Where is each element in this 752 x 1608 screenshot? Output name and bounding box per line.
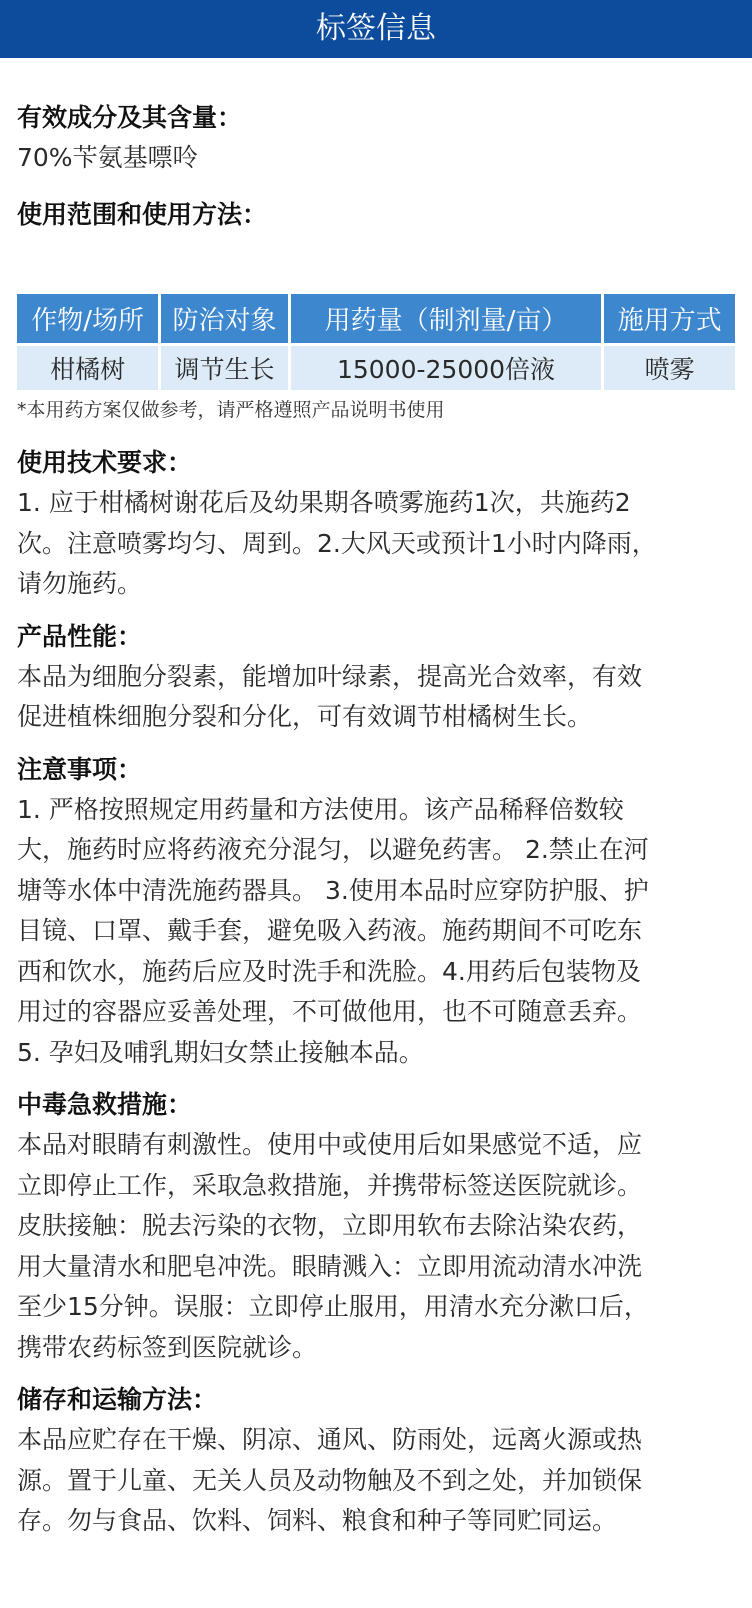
first-aid-line: 携带农药标签到医院就诊。 — [17, 1332, 318, 1362]
cell-method: 喷雾 — [604, 346, 735, 390]
first-aid-line: 至少15分钟。误服：立即停止服用，用清水充分漱口后， — [17, 1292, 649, 1321]
column-header-crop: 作物/场所 — [17, 294, 158, 346]
performance-line: 本品为细胞分裂素，能增加叶绿素，提高光合效率，有效 — [17, 661, 643, 691]
performance-section — [17, 617, 737, 738]
cell-target: 调节生长 — [161, 346, 287, 390]
first-aid-line: 皮肤接触：脱去污染的衣物，立即用软布去除沾染农药， — [17, 1211, 643, 1240]
table-row — [17, 346, 735, 390]
performance-line: 促进植株细胞分裂和分化，可有效调节柑橘树生长。 — [17, 702, 593, 731]
precautions-line: 用过的容器应妥善处理，不可做他用，也不可随意丢弃。 — [17, 997, 643, 1026]
technical-heading: 使用技术要求： — [17, 448, 193, 477]
storage-section — [17, 1380, 737, 1542]
ingredients-heading: 有效成分及其含量： — [17, 103, 243, 132]
technical-section — [17, 443, 737, 605]
first-aid-section — [17, 1085, 737, 1368]
technical-line: 请勿施药。 — [17, 569, 143, 598]
details-section — [17, 443, 737, 1554]
storage-line: 本品应贮存在干燥、阴凉、通风、防雨处，远离火源或热 — [17, 1425, 643, 1454]
usage-heading: 使用范围和使用方法： — [17, 199, 268, 229]
first-aid-line: 用大量清水和肥皂冲洗。眼睛溅入：立即用流动清水冲洗 — [17, 1251, 643, 1281]
first-aid-line: 本品对眼睛有刺激性。使用中或使用后如果感觉不适，应 — [17, 1130, 643, 1159]
precautions-line: 西和饮水，施药后应及时洗手和洗脸。4.用药后包装物及 — [17, 956, 641, 986]
cell-dosage: 15000-25000倍液 — [291, 346, 602, 390]
ingredients-value: 70%苄氨基嘌呤 — [17, 143, 198, 172]
technical-line: 1. 应于柑橘树谢花后及幼果期各喷雾施药1次，共施药2 — [17, 488, 631, 517]
cell-crop: 柑橘树 — [17, 346, 158, 390]
precautions-line: 塘等水体中清洗施药器具。 3.使用本品时应穿防护服、护 — [17, 875, 649, 905]
storage-heading: 储存和运输方法： — [17, 1385, 218, 1414]
usage-table-container — [17, 294, 735, 390]
precautions-line: 目镜、口罩、戴手套，避免吸入药液。施药期间不可吃东 — [17, 916, 643, 945]
first-aid-heading: 中毒急救措施： — [17, 1090, 193, 1119]
precautions-heading: 注意事项： — [17, 754, 143, 784]
performance-heading: 产品性能： — [17, 621, 143, 651]
storage-line: 源。置于儿童、无关人员及动物触及不到之处，并加锁保 — [17, 1465, 643, 1495]
top-section — [17, 98, 735, 235]
storage-line: 存。勿与食品、饮料、饲料、粮食和种子等同贮同运。 — [17, 1506, 618, 1535]
first-aid-line: 立即停止工作，采取急救措施，并携带标签送医院就诊。 — [17, 1170, 643, 1200]
precautions-line: 5. 孕妇及哺乳期妇女禁止接触本品。 — [17, 1037, 424, 1067]
table-header-row — [17, 294, 735, 346]
precautions-line: 1. 严格按照规定用药量和方法使用。该产品稀释倍数较 — [17, 794, 624, 824]
precautions-section — [17, 750, 737, 1074]
column-header-method: 施用方式 — [604, 294, 735, 346]
usage-note: *本用药方案仅做参考，请严格遵照产品说明书使用 — [17, 399, 445, 421]
precautions-line: 大，施药时应将药液充分混匀，以避免药害。 2.禁止在河 — [17, 835, 649, 864]
page-title: 标签信息 — [0, 0, 752, 58]
technical-line: 次。注意喷雾均匀、周到。2.大风天或预计1小时内降雨， — [17, 528, 657, 558]
column-header-dosage: 用药量（制剂量/亩） — [291, 294, 602, 346]
column-header-target: 防治对象 — [161, 294, 287, 346]
usage-table — [14, 294, 738, 390]
